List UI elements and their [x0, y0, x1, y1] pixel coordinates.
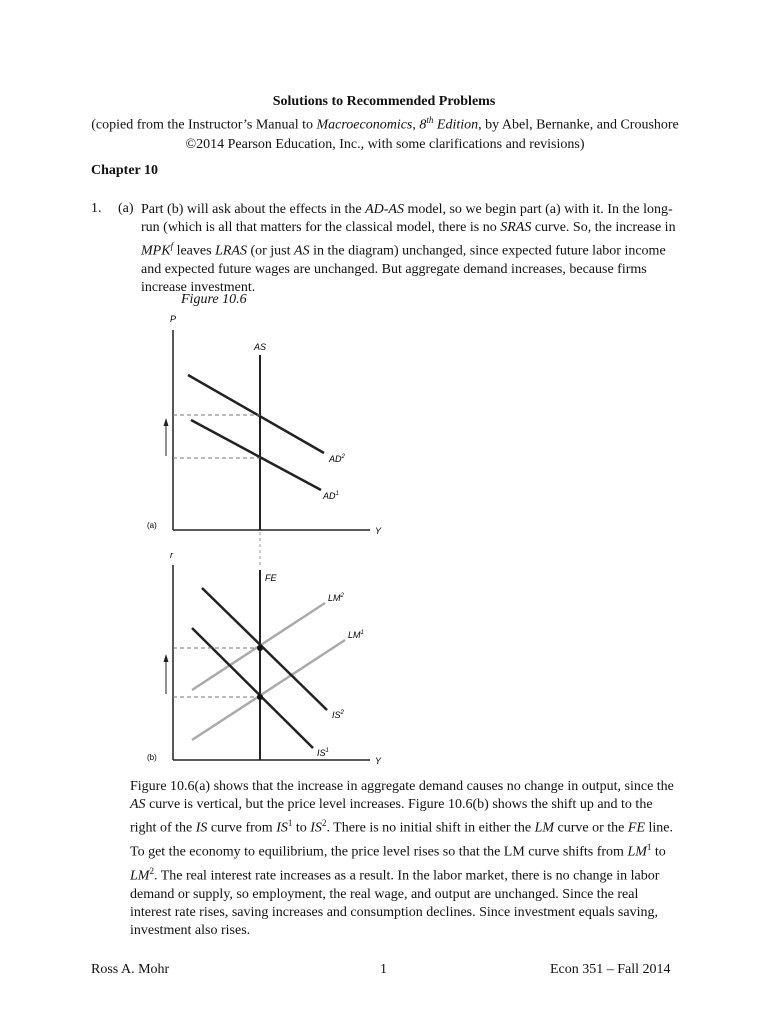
r-axis-label: r — [170, 550, 173, 560]
is1-curve — [192, 628, 313, 748]
y-axis-label-a: Y — [375, 526, 382, 536]
lm1-label: $LM^1$ — [348, 630, 364, 640]
ad1-curve — [191, 420, 321, 490]
source-note: (copied from the Instructor’s Manual to Macroeconomics, 8th Edition, by Abel, Bernanke, and Croushore ©2014 Pearson Education, Inc., with some clarifications and revisions) — [91, 115, 679, 152]
page-title: Solutions to Recommended Problems — [272, 94, 496, 109]
p-axis-label: P — [170, 314, 177, 324]
panel-b — [147, 550, 382, 766]
page-number: 1 — [380, 962, 387, 977]
is2-label: $IS^2$ — [332, 710, 344, 720]
lm2-label: $LM^2$ — [328, 593, 344, 603]
equilibrium-point-1 — [257, 694, 263, 700]
ad1-label: $AD^1$ — [323, 491, 339, 501]
lm1-curve — [192, 640, 345, 740]
equilibrium-point-2 — [257, 645, 263, 651]
ad2-label: $AD^2$ — [329, 454, 345, 464]
chapter-heading: Chapter 10 — [91, 163, 159, 178]
up-arrow-icon — [164, 654, 169, 662]
panel-a-label: (a) — [147, 521, 157, 530]
panel-b-label: (b) — [147, 753, 157, 762]
as-label: AS — [254, 342, 267, 352]
footer-course: Econ 351 – Fall 2014 — [550, 962, 671, 977]
up-arrow-icon — [164, 418, 169, 426]
fe-label: FE — [265, 573, 277, 583]
problem-number: 1. — [91, 201, 102, 216]
explanation-paragraph: Figure 10.6(a) shows that the increase in aggregate demand causes no change in output, since the AS curve is vertical, but the price level increases. Figure 10.6(b) shows the shift up and to the right of the IS curve from $IS^1$ to $IS^2$. There is no initial shift in either the LM curve or the FE line. To get the economy to equilibrium, the price level rises so that the LM curve shifts from $LM^1$ to $LM^2$. The real interest rate increases as a result. In the labor market, there is no change in labor demand or supply, so employment, the real wage, and output are unchanged. Since the real interest rate rises, saving increases and consumption declines. Since investment equals saving, investment also rises. — [130, 779, 674, 939]
problem-part: (a) — [118, 201, 134, 216]
panel-a — [147, 314, 382, 568]
footer-author: Ross A. Mohr — [91, 962, 170, 977]
answer-paragraph: Part (b) will ask about the effects in the AD-AS model, so we begin part (a) with it. In the long-run (which is all that matters for the classical model, there is no SRAS curve. So, the increase in MPK$^f$ leaves LRAS (or just AS in the diagram) unchanged, since expected future labor income and expected future wages are unchanged. But aggregate demand increases, because firms increase investment. — [141, 202, 676, 296]
figure-caption: Figure 10.6 — [181, 292, 247, 307]
ad2-curve — [188, 375, 324, 453]
is1-label: $IS^1$ — [317, 748, 329, 758]
y-axis-label-b: Y — [375, 756, 382, 766]
